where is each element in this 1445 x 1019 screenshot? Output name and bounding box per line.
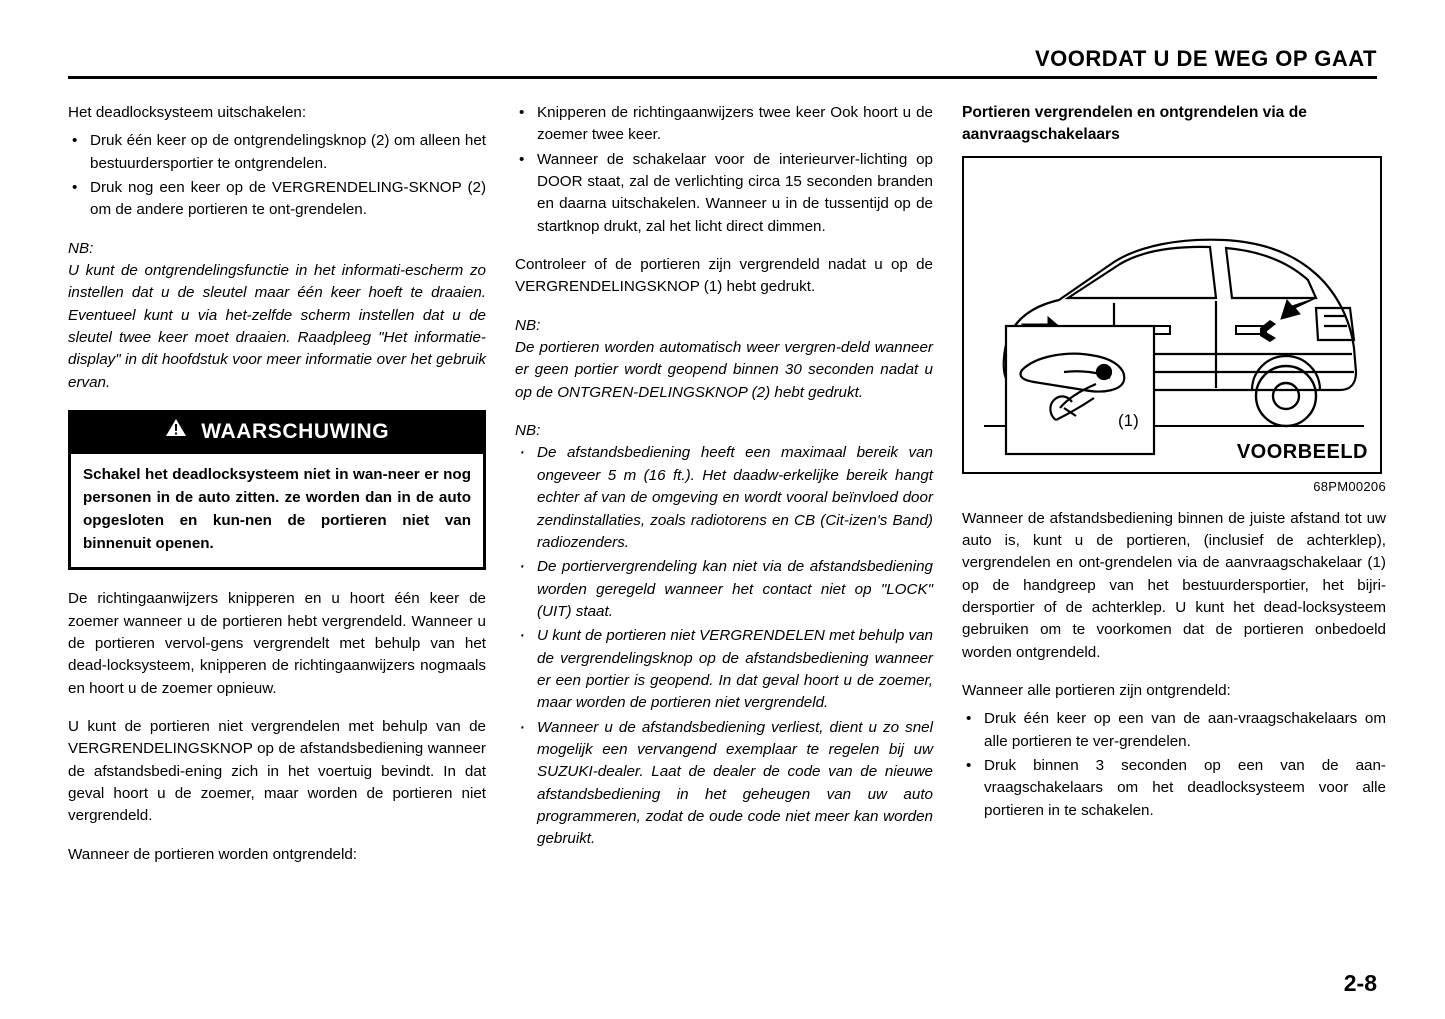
list-item: · Wanneer u de afstandsbediening verliest, dient u zo snel mogelijk een vervangend exemplaar te regelen bij uw SUZUKI-dealer. Laat de dealer de code van de nieuwe afstandsbediening in het geheugen van uw auto programmeren, zodat de oude code niet meer kan worden gebruikt. xyxy=(515,717,933,851)
paragraph-lock-button: U kunt de portieren niet vergrendelen met behulp van de VERGRENDELINGSKNOP op de afstandsbediening wanneer de afstandsbedi-ening zich in het voertuig bevindt. In dat geval hoort u de zoemer, maar worden de portieren niet vergrendeld. xyxy=(68,718,486,825)
nb-label: NB: xyxy=(515,422,541,440)
warning-title: WAARSCHUWING xyxy=(201,420,390,444)
list-item: • Druk één keer op een van de aan-vraagschakelaars om alle portieren te ver-grendelen. xyxy=(962,708,1386,753)
deadlock-bullets xyxy=(68,130,486,221)
page-columns xyxy=(68,102,1386,982)
car-drawing xyxy=(964,158,1380,472)
list-item: • Druk één keer op de ontgrendelingsknop (2) om alleen het bestuurdersportier te ontgrendelen. xyxy=(68,130,486,175)
warning-title-bar xyxy=(71,413,483,454)
list-item: • Knipperen de richtingaanwijzers twee keer Ook hoort u de zoemer twee keer. xyxy=(515,102,933,147)
request-switch-bullets xyxy=(962,708,1386,822)
paragraph-unlock-intro: Wanneer de portieren worden ontgrendeld: xyxy=(68,845,358,863)
header-divider xyxy=(68,76,1377,79)
list-item: • Druk binnen 3 seconden op een van de aan-vraagschakelaars om het deadlocksysteem voor alle portieren in te schakelen. xyxy=(962,755,1386,822)
list-item: · De afstandsbediening heeft een maximaal bereik van ongeveer 5 m (16 ft.). Het daadw-erkelijke bereik hangt echter af van de omgeving en wordt vooral beïnvloed door zendinstallaties, zoals radiotorens en CB (Cit-izen's Band) radiozenders. xyxy=(515,442,933,554)
column-3 xyxy=(962,102,1386,838)
page-number: 2-8 xyxy=(1343,970,1377,996)
nb-bullets-remote xyxy=(515,442,933,850)
paragraph-check-locks: Controleer of de portieren zijn vergrendeld nadat u op de VERGRENDELINGSKNOP (1) hebt gedrukt. xyxy=(515,256,933,296)
unlock-bullets xyxy=(515,102,933,238)
column-2 xyxy=(515,102,933,867)
list-item: • Wanneer de schakelaar voor de interieurver-lichting op DOOR staat, zal de verlichting circa 15 seconden branden en daarna uitschakelen. Wanneer u in de tussentijd op de startknop drukt, zal het licht direct dimmen. xyxy=(515,149,933,238)
nb-text-autorelock: De portieren worden automatisch weer vergren-deld wanneer er geen portier wordt geopend binnen 30 seconden nadat u op de ONTGREN-DELINGSKNOP (2) hebt gedrukt. xyxy=(515,339,933,401)
warning-text: Schakel het deadlocksysteem niet in wan-neer er nog personen in de auto zitten. ze worden dan in de auto opgesloten en kun-nen de portieren niet van binnenuit openen. xyxy=(83,466,471,552)
voorbeeld-label: VOORBEELD xyxy=(1236,440,1368,463)
nb-label: NB: xyxy=(515,316,541,334)
section-title: Portieren vergrendelen en ontgrendelen via de aanvraagschakelaars xyxy=(962,104,1307,143)
list-item: • Druk nog een keer op de VERGRENDELING-SKNOP (2) om de andere portieren te ont-grendelen. xyxy=(68,177,486,222)
list-item: · De portiervergrendeling kan niet via de afstandsbediening worden geregeld wanneer het contact niet op "LOCK" (UIT) staat. xyxy=(515,556,933,623)
warning-triangle-icon xyxy=(165,418,187,443)
page-header: VOORDAT U DE WEG OP GAAT xyxy=(1034,46,1377,71)
deadlock-intro: Het deadlocksysteem uitschakelen: xyxy=(68,104,307,121)
callout-1-text: (1) xyxy=(1118,410,1139,430)
paragraph-all-unlocked: Wanneer alle portieren zijn ontgrendeld: xyxy=(962,682,1231,700)
vehicle-illustration xyxy=(962,156,1382,474)
figure-caption: 68PM00206 xyxy=(1313,478,1386,494)
paragraph-turn-signals: De richtingaanwijzers knipperen en u hoort één keer de zoemer wanneer u de portieren hebt vergrendeld. Wanneer u de portieren vervol-gens vergrendelt met behulp van het dead-locksysteem, knipperen de richtingaanwijzers nogmaals en hoort u de zoemer opnieuw. xyxy=(68,590,486,697)
warning-box xyxy=(68,410,486,570)
nb-text: U kunt de ontgrendelingsfunctie in het informati-escherm zo instellen dat u de sleutel maar één keer hoeft te draaien. Eventueel kunt u via het-zelfde scherm instellen dat u de sleutel twee keer moet draaien. Raadpleeg "Het informatie-display" in dit hoofdstuk voor meer informatie over het gebruik ervan. xyxy=(68,262,486,391)
column-1 xyxy=(68,102,486,882)
list-item: · U kunt de portieren niet VERGRENDELEN met behulp van de vergrendelingsknop op de afstandsbediening wanneer er een portier is geopend. In dat geval hoort u de zoemer, maar worden de portieren niet vergrendeld. xyxy=(515,625,933,714)
nb-label: NB: xyxy=(68,239,94,257)
paragraph-request-switch: Wanneer de afstandsbediening binnen de juiste afstand tot uw auto is, kunt u de portieren, (inclusief de achterklep), vergrendelen en ont-grendelen via de aanvraagschakelaar (1) op de handgreep van het bestuurdersportier, het bijri-dersportier of de achterklep. U kunt het dead-locksysteem gebruiken om te voorkomen dat de portieren onbedoeld worden ontgrendeld. xyxy=(962,509,1386,661)
